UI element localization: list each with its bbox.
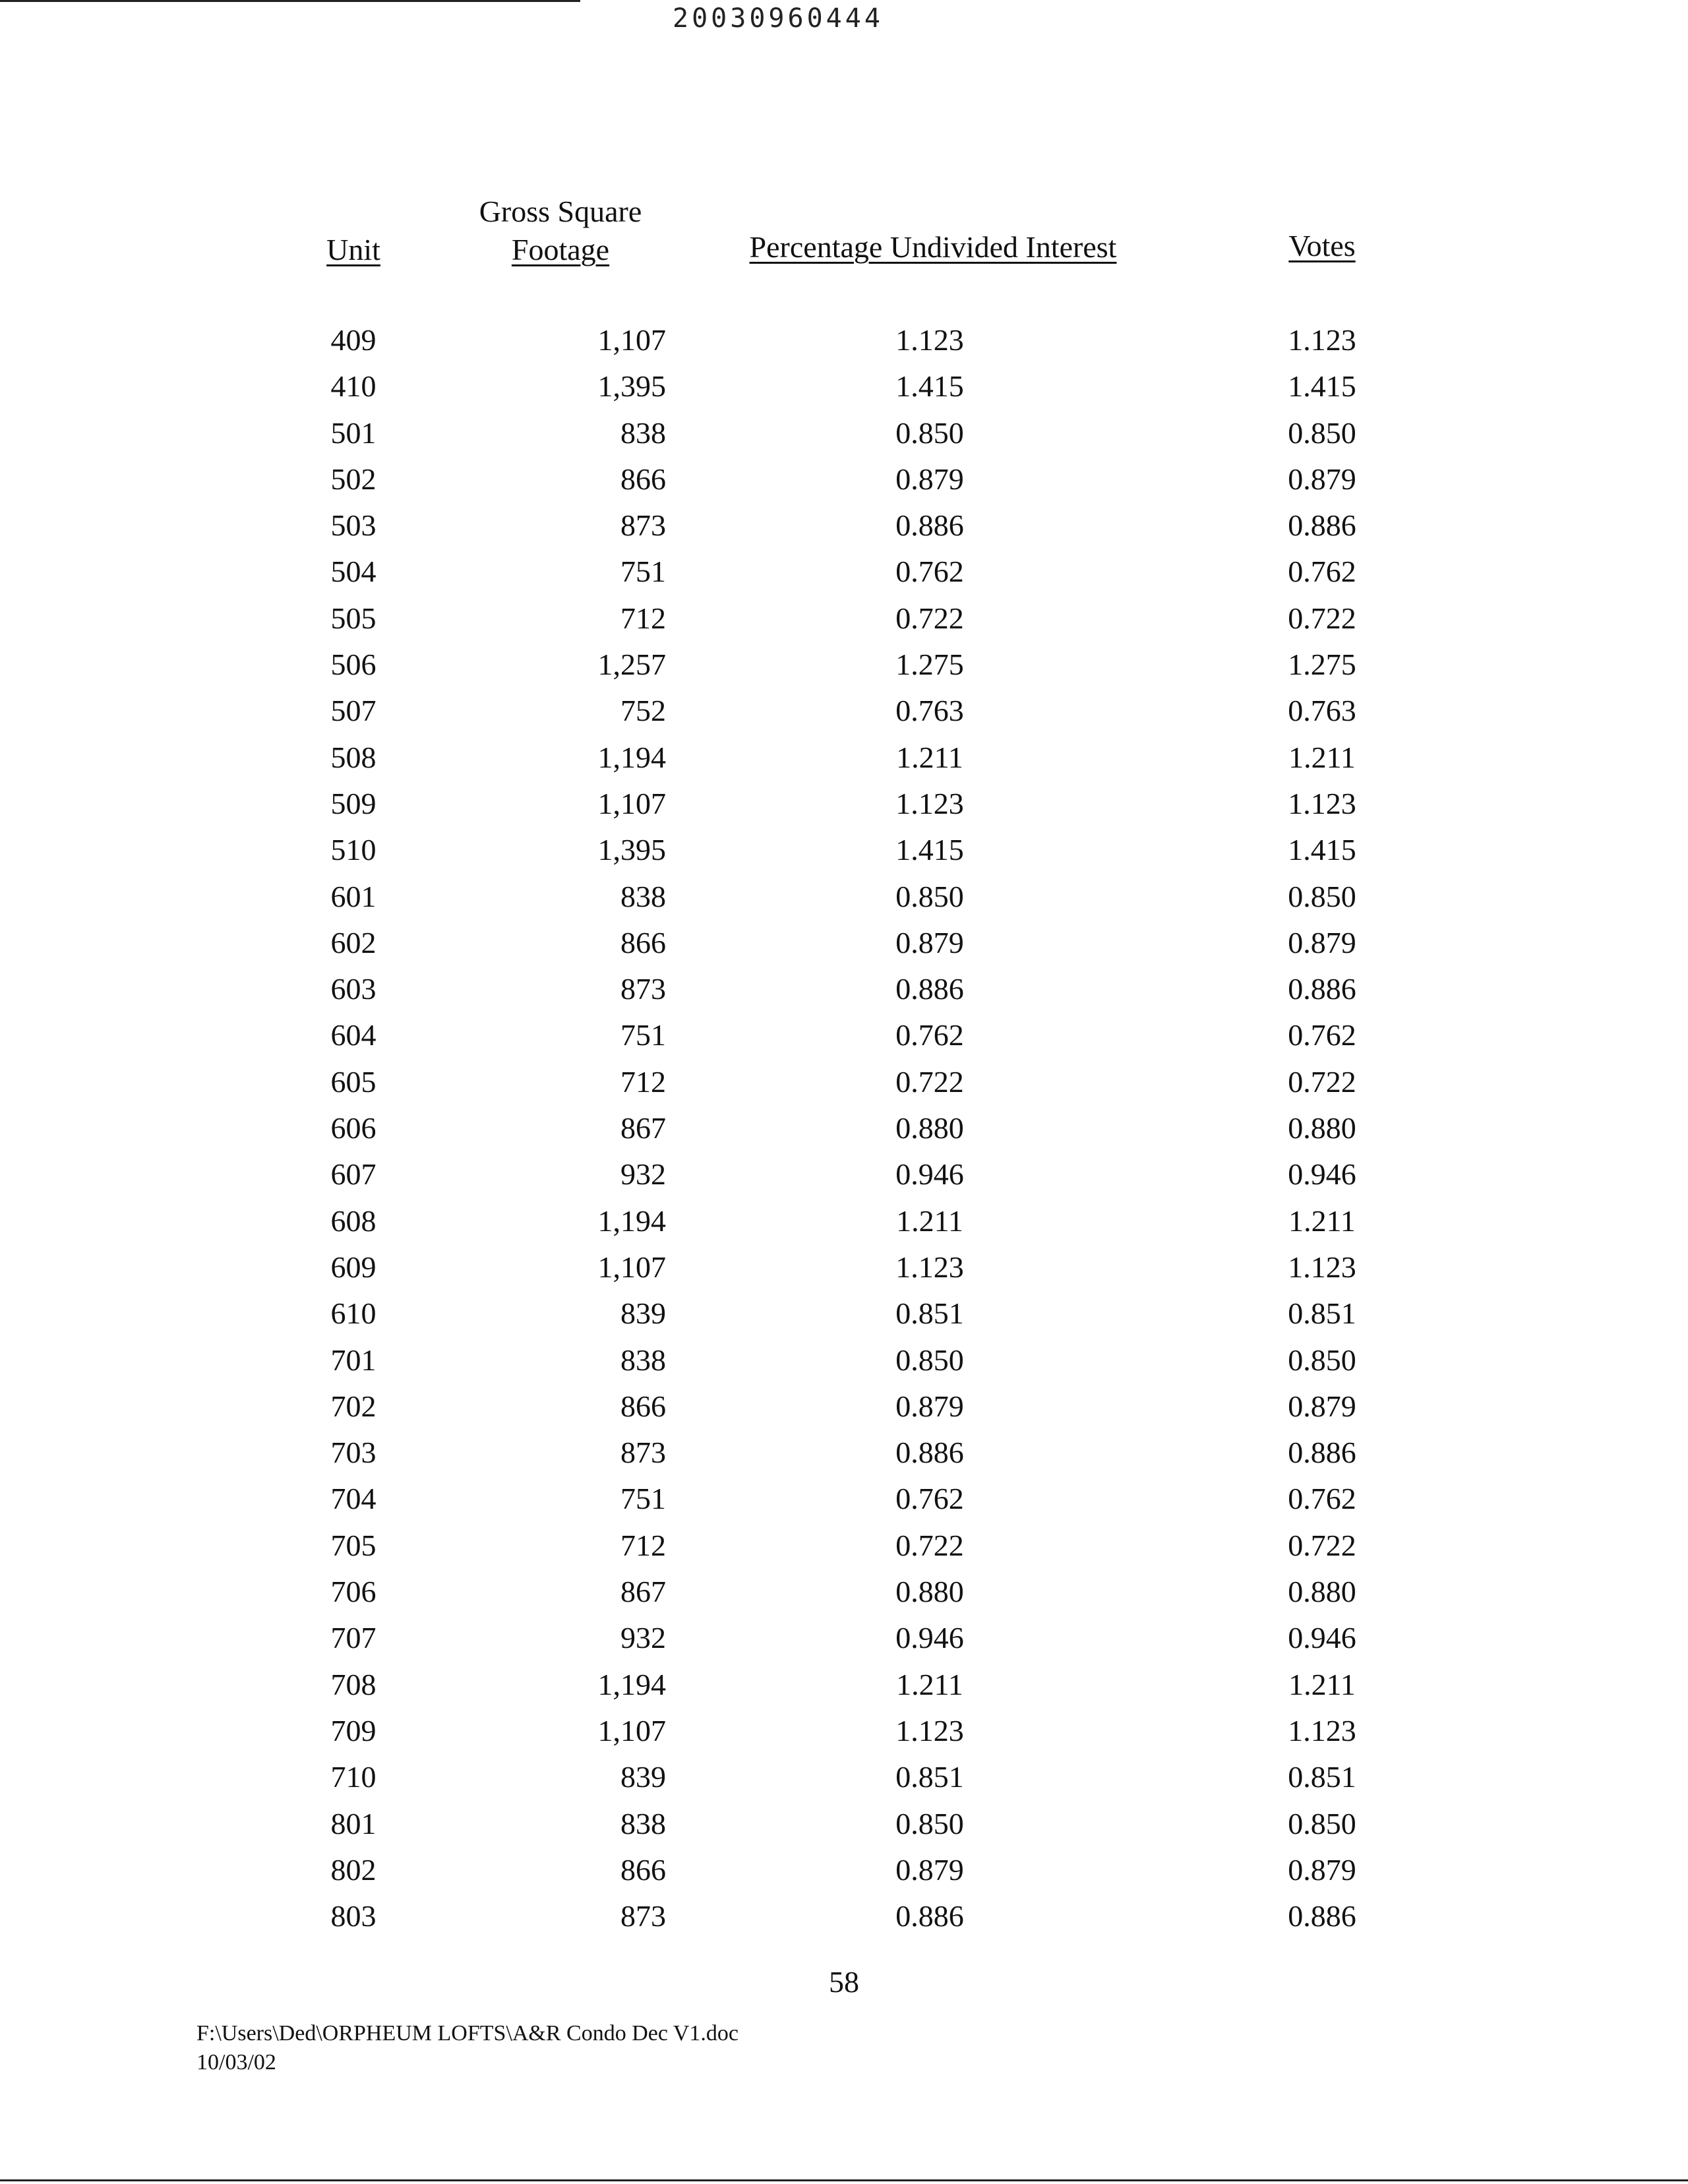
table-row: [0, 506, 1688, 552]
header-percentage-undivided-interest: Percentage Undivided Interest: [749, 230, 1117, 264]
cell-percentage: 0.851: [895, 1760, 964, 1794]
cell-gross-square-footage: 1,107: [597, 786, 666, 820]
cell-gross-square-footage: 712: [620, 1064, 666, 1099]
cell-unit: 601: [330, 879, 377, 913]
cell-unit: 704: [330, 1482, 377, 1516]
cell-unit: 702: [330, 1389, 377, 1423]
cell-unit: 502: [330, 462, 377, 496]
cell-unit: 602: [330, 925, 377, 959]
cell-votes: 1.123: [1288, 786, 1356, 820]
cell-votes: 0.762: [1288, 1018, 1356, 1052]
header-gross-square-line1: Gross Square: [479, 195, 642, 228]
cell-percentage: 0.850: [895, 1343, 964, 1377]
cell-percentage: 0.880: [895, 1111, 964, 1145]
cell-gross-square-footage: 1,194: [597, 1667, 666, 1701]
cell-unit: 508: [330, 740, 377, 774]
cell-unit: 706: [330, 1575, 377, 1609]
cell-votes: 0.850: [1288, 1806, 1356, 1840]
cell-votes: 0.886: [1288, 1436, 1356, 1470]
cell-percentage: 0.886: [895, 1899, 964, 1933]
cell-gross-square-footage: 838: [620, 415, 666, 450]
cell-votes: 1.415: [1288, 369, 1356, 404]
cell-unit: 701: [330, 1343, 377, 1377]
table-row: [0, 460, 1688, 506]
cell-votes: 0.886: [1288, 508, 1356, 543]
cell-percentage: 0.851: [895, 1296, 964, 1331]
cell-percentage: 1.123: [895, 323, 964, 357]
table-row: [0, 1341, 1688, 1387]
footer: [196, 2019, 738, 2077]
cell-percentage: 0.762: [895, 1018, 964, 1052]
cell-percentage: 0.850: [895, 415, 964, 450]
table-row: [0, 1016, 1688, 1062]
cell-percentage: 0.850: [895, 879, 964, 913]
cell-gross-square-footage: 712: [620, 601, 666, 635]
cell-votes: 0.722: [1288, 1064, 1356, 1099]
cell-unit: 409: [330, 323, 377, 357]
cell-votes: 0.946: [1288, 1157, 1356, 1192]
table-row: [0, 1387, 1688, 1433]
table-row: [0, 1248, 1688, 1294]
cell-percentage: 1.123: [895, 1713, 964, 1747]
cell-votes: 1.211: [1288, 1667, 1356, 1701]
cell-percentage: 0.879: [895, 462, 964, 496]
cell-gross-square-footage: 1,107: [597, 1250, 666, 1284]
cell-unit: 510: [330, 833, 377, 867]
cell-gross-square-footage: 1,395: [597, 369, 666, 404]
cell-votes: 0.762: [1288, 1482, 1356, 1516]
cell-percentage: 1.123: [895, 786, 964, 820]
cell-gross-square-footage: 866: [620, 462, 666, 496]
unit-table-body: [0, 320, 1688, 1943]
cell-gross-square-footage: 838: [620, 1343, 666, 1377]
cell-gross-square-footage: 873: [620, 972, 666, 1006]
cell-votes: 0.851: [1288, 1296, 1356, 1331]
cell-percentage: 1.211: [896, 1203, 963, 1238]
cell-votes: 1.415: [1288, 833, 1356, 867]
cell-gross-square-footage: 712: [620, 1528, 666, 1562]
cell-gross-square-footage: 873: [620, 1436, 666, 1470]
cell-votes: 1.211: [1288, 740, 1356, 774]
cell-unit: 803: [330, 1899, 377, 1933]
cell-votes: 0.880: [1288, 1575, 1356, 1609]
cell-unit: 703: [330, 1436, 377, 1470]
cell-unit: 504: [330, 555, 377, 589]
cell-unit: 501: [330, 415, 377, 450]
table-row: [0, 1572, 1688, 1618]
cell-percentage: 1.275: [895, 648, 964, 682]
cell-gross-square-footage: 751: [620, 555, 666, 589]
cell-votes: 0.763: [1288, 694, 1356, 728]
cell-votes: 0.886: [1288, 1899, 1356, 1933]
table-row: [0, 320, 1688, 367]
scan-top-rule: [0, 0, 580, 2]
table-row: [0, 1850, 1688, 1896]
table-row: [0, 738, 1688, 784]
cell-percentage: 0.886: [895, 972, 964, 1006]
cell-unit: 609: [330, 1250, 377, 1284]
cell-gross-square-footage: 751: [620, 1482, 666, 1516]
cell-unit: 801: [330, 1806, 377, 1840]
cell-gross-square-footage: 1,107: [597, 1713, 666, 1747]
cell-unit: 503: [330, 508, 377, 543]
cell-unit: 710: [330, 1760, 377, 1794]
cell-percentage: 0.946: [895, 1621, 964, 1655]
cell-votes: 1.123: [1288, 1250, 1356, 1284]
cell-percentage: 1.415: [895, 833, 964, 867]
cell-gross-square-footage: 866: [620, 925, 666, 959]
footer-file-path: F:\Users\Ded\ORPHEUM LOFTS\A&R Condo Dec V1.doc: [196, 2021, 738, 2046]
table-row: [0, 645, 1688, 691]
cell-percentage: 0.763: [895, 694, 964, 728]
table-row: [0, 552, 1688, 598]
cell-percentage: 0.946: [895, 1157, 964, 1192]
table-row: [0, 830, 1688, 876]
cell-percentage: 0.879: [895, 1389, 964, 1423]
cell-percentage: 0.762: [895, 1482, 964, 1516]
cell-gross-square-footage: 1,257: [597, 648, 666, 682]
cell-unit: 506: [330, 648, 377, 682]
cell-percentage: 0.880: [895, 1575, 964, 1609]
table-row: [0, 1155, 1688, 1201]
table-row: [0, 367, 1688, 413]
table-row: [0, 1711, 1688, 1757]
cell-votes: 0.879: [1288, 1852, 1356, 1887]
cell-gross-square-footage: 873: [620, 1899, 666, 1933]
table-row: [0, 1757, 1688, 1804]
cell-votes: 0.879: [1288, 462, 1356, 496]
cell-votes: 1.123: [1288, 1713, 1356, 1747]
cell-votes: 0.850: [1288, 415, 1356, 450]
cell-votes: 1.275: [1288, 648, 1356, 682]
cell-gross-square-footage: 838: [620, 1806, 666, 1840]
cell-percentage: 0.722: [895, 601, 964, 635]
cell-unit: 603: [330, 972, 377, 1006]
cell-percentage: 0.879: [895, 1852, 964, 1887]
cell-unit: 509: [330, 786, 377, 820]
cell-gross-square-footage: 866: [620, 1389, 666, 1423]
header-unit: Unit: [326, 233, 380, 266]
table-row: [0, 1062, 1688, 1108]
table-row: [0, 1201, 1688, 1248]
table-row: [0, 1433, 1688, 1479]
cell-votes: 0.762: [1288, 555, 1356, 589]
cell-gross-square-footage: 866: [620, 1852, 666, 1887]
cell-unit: 606: [330, 1111, 377, 1145]
cell-unit: 505: [330, 601, 377, 635]
cell-gross-square-footage: 751: [620, 1018, 666, 1052]
table-row: [0, 1804, 1688, 1850]
cell-percentage: 0.850: [895, 1806, 964, 1840]
table-row: [0, 784, 1688, 830]
table-row: [0, 877, 1688, 923]
cell-gross-square-footage: 839: [620, 1760, 666, 1794]
cell-percentage: 0.762: [895, 555, 964, 589]
cell-votes: 0.879: [1288, 925, 1356, 959]
table-row: [0, 1294, 1688, 1340]
cell-unit: 605: [330, 1064, 377, 1099]
footer-date: 10/03/02: [196, 2050, 276, 2075]
cell-percentage: 1.415: [895, 369, 964, 404]
cell-gross-square-footage: 873: [620, 508, 666, 543]
cell-unit: 610: [330, 1296, 377, 1331]
cell-unit: 705: [330, 1528, 377, 1562]
cell-percentage: 0.886: [895, 1436, 964, 1470]
table-row: [0, 1526, 1688, 1572]
cell-votes: 0.722: [1288, 1528, 1356, 1562]
table-row: [0, 413, 1688, 460]
cell-gross-square-footage: 838: [620, 879, 666, 913]
cell-percentage: 0.722: [895, 1064, 964, 1099]
table-row: [0, 599, 1688, 645]
cell-percentage: 1.211: [896, 1667, 963, 1701]
cell-unit: 608: [330, 1203, 377, 1238]
cell-percentage: 0.722: [895, 1528, 964, 1562]
cell-gross-square-footage: 839: [620, 1296, 666, 1331]
cell-gross-square-footage: 1,194: [597, 740, 666, 774]
page-number: 58: [829, 1965, 859, 1999]
cell-gross-square-footage: 867: [620, 1575, 666, 1609]
cell-unit: 607: [330, 1157, 377, 1192]
cell-votes: 0.886: [1288, 972, 1356, 1006]
cell-votes: 0.879: [1288, 1389, 1356, 1423]
header-gross-square-line2: Footage: [511, 233, 610, 266]
table-row: [0, 1665, 1688, 1711]
cell-gross-square-footage: 932: [620, 1157, 666, 1192]
cell-votes: 1.123: [1288, 323, 1356, 357]
cell-gross-square-footage: 752: [620, 694, 666, 728]
table-row: [0, 1896, 1688, 1943]
cell-percentage: 1.211: [896, 740, 963, 774]
table-row: [0, 691, 1688, 737]
table-row: [0, 923, 1688, 969]
scan-bottom-rule: [0, 2179, 1688, 2181]
cell-gross-square-footage: 1,107: [597, 323, 666, 357]
cell-percentage: 0.886: [895, 508, 964, 543]
document-number: 20030960444: [673, 3, 884, 34]
header-votes: Votes: [1288, 229, 1356, 262]
cell-gross-square-footage: 867: [620, 1111, 666, 1145]
cell-unit: 507: [330, 694, 377, 728]
cell-unit: 802: [330, 1852, 377, 1887]
cell-unit: 604: [330, 1018, 377, 1052]
table-row: [0, 1108, 1688, 1155]
cell-gross-square-footage: 932: [620, 1621, 666, 1655]
cell-gross-square-footage: 1,395: [597, 833, 666, 867]
cell-votes: 0.722: [1288, 601, 1356, 635]
cell-gross-square-footage: 1,194: [597, 1203, 666, 1238]
cell-votes: 0.850: [1288, 1343, 1356, 1377]
cell-votes: 0.880: [1288, 1111, 1356, 1145]
cell-unit: 708: [330, 1667, 377, 1701]
cell-unit: 709: [330, 1713, 377, 1747]
cell-votes: 1.211: [1288, 1203, 1356, 1238]
cell-votes: 0.851: [1288, 1760, 1356, 1794]
cell-percentage: 1.123: [895, 1250, 964, 1284]
cell-unit: 410: [330, 369, 377, 404]
cell-votes: 0.946: [1288, 1621, 1356, 1655]
table-row: [0, 1618, 1688, 1664]
cell-votes: 0.850: [1288, 879, 1356, 913]
cell-unit: 707: [330, 1621, 377, 1655]
table-row: [0, 969, 1688, 1016]
cell-percentage: 0.879: [895, 925, 964, 959]
table-row: [0, 1479, 1688, 1525]
